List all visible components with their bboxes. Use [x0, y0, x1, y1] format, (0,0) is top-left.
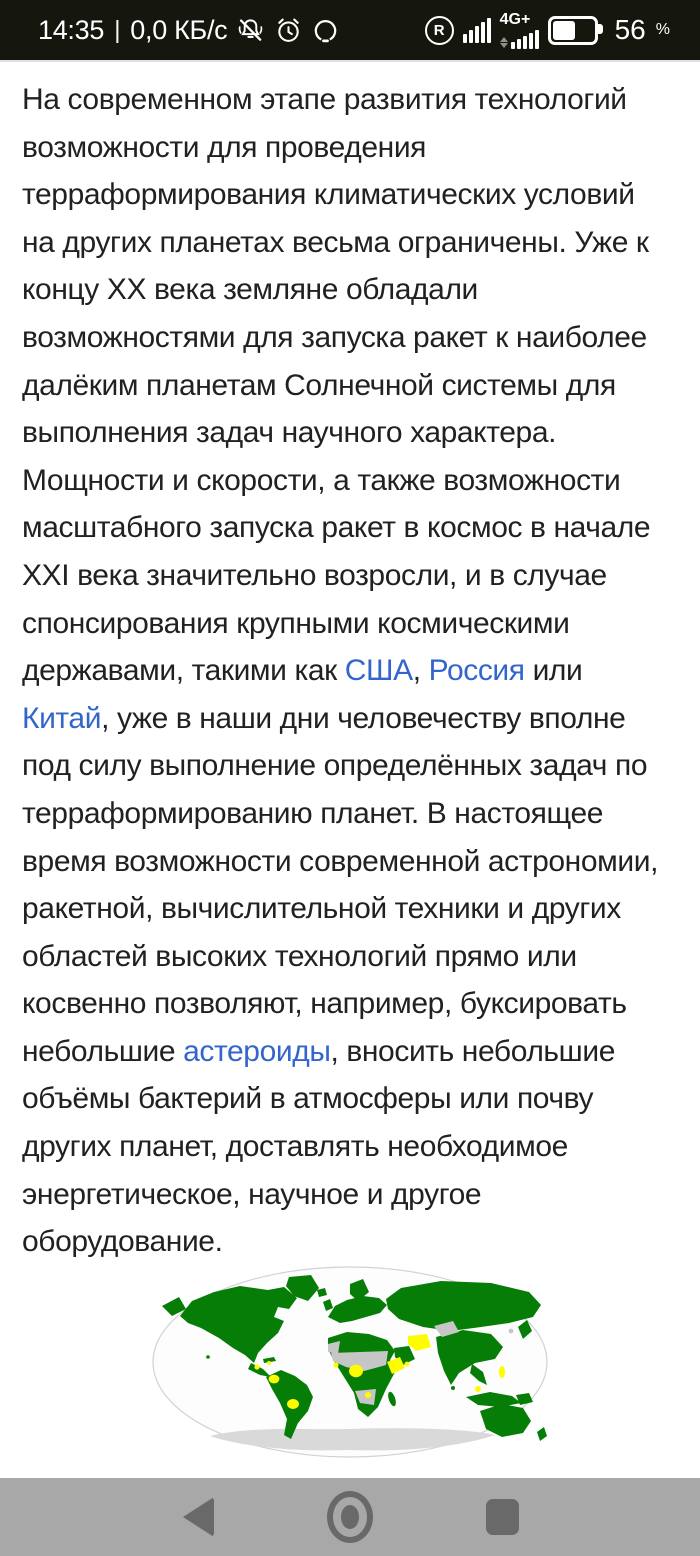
mute-icon: [236, 16, 265, 45]
text-segment: терраформирования климатических условий: [22, 178, 635, 212]
text-line: [22, 362, 676, 410]
text-segment: ,: [412, 654, 429, 688]
text-line: [22, 1123, 676, 1171]
text-line: [22, 980, 676, 1028]
android-nav-bar: [0, 1478, 700, 1556]
text-line: [22, 504, 676, 552]
text-line: [22, 1171, 676, 1219]
text-segment: масштабного запуска ракет в космос в начале: [22, 511, 651, 545]
text-segment: возможностями для запуска ракет к наиболее: [22, 320, 647, 354]
text-segment: Мощности и скорости, а также возможности: [22, 463, 621, 497]
signal-icon-sim2: [500, 12, 539, 49]
text-line: [22, 409, 676, 457]
alarm-icon: [274, 16, 303, 45]
text-line: [22, 742, 676, 790]
text-line: [22, 552, 676, 600]
wiki-link[interactable]: США: [344, 654, 413, 688]
text-segment: оборудование.: [22, 1225, 223, 1259]
battery-percent-sign: %: [655, 21, 670, 38]
text-line: [22, 1028, 676, 1076]
network-speed: 0,0 КБ/с: [130, 14, 228, 45]
text-line: [22, 219, 676, 267]
text-line: [22, 885, 676, 933]
text-line: [22, 457, 676, 505]
text-line: [22, 76, 676, 124]
text-segment: под силу выполнение определённых задач по: [22, 749, 648, 783]
text-segment: или: [524, 654, 583, 688]
text-line: [22, 600, 676, 648]
text-line: [22, 1218, 676, 1266]
wiki-link[interactable]: астероиды: [183, 1034, 331, 1068]
text-segment: возможности для проведения: [22, 130, 427, 164]
wiki-link[interactable]: Россия: [428, 654, 525, 688]
text-segment: других планет, доставлять необходимое: [22, 1130, 568, 1164]
battery-percent: 56: [614, 14, 646, 45]
text-line: [22, 695, 676, 743]
article-text: [0, 64, 700, 1266]
text-line: [22, 124, 676, 172]
text-segment: ракетной, вычислительной техники и других: [22, 892, 621, 926]
text-segment: энергетическое, научное и другое: [22, 1177, 482, 1211]
text-segment: объёмы бактерий в атмосферы или почву: [22, 1082, 594, 1116]
text-segment: областей высоких технологий прямо или: [22, 939, 577, 973]
text-segment: , вносить небольшие: [330, 1034, 615, 1068]
roaming-icon: R: [425, 16, 454, 45]
text-segment: на других планетах весьма ограничены. Уже к: [22, 225, 649, 259]
status-bar: [0, 0, 700, 62]
back-button[interactable]: [174, 1493, 222, 1541]
status-bar-left: [38, 15, 339, 46]
clock: 14:35: [38, 14, 105, 45]
text-segment: На современном этапе развития технологий: [22, 83, 627, 116]
text-line: [22, 838, 676, 886]
text-line: [22, 647, 676, 695]
text-segment: косвенно позволяют, например, буксировать: [22, 987, 627, 1021]
text-segment: XXI века значительно возросли, и в случае: [22, 558, 607, 592]
map-antarctica: [210, 1428, 495, 1450]
signal-icon-sim1: [463, 17, 491, 43]
text-segment: , уже в наши дни человечеству вполне: [101, 701, 626, 735]
wiki-link[interactable]: Китай: [22, 701, 102, 735]
recents-icon: [486, 1499, 519, 1535]
divider: |: [114, 15, 121, 44]
text-segment: время возможности современной астрономии,: [22, 844, 659, 878]
text-line: [22, 933, 676, 981]
text-line: [22, 314, 676, 362]
text-line: [22, 266, 676, 314]
text-line: [22, 171, 676, 219]
battery-icon: [548, 16, 598, 45]
text-segment: спонсирования крупными космическими: [22, 606, 570, 640]
text-segment: небольшие: [22, 1034, 184, 1068]
world-map-image[interactable]: [150, 1264, 550, 1460]
data-saver-icon: [312, 17, 339, 44]
status-bar-right: [425, 12, 670, 49]
data-arrows-icon: [500, 37, 508, 48]
home-button[interactable]: [326, 1493, 374, 1541]
text-segment: терраформированию планет. В настоящее: [22, 796, 604, 830]
text-line: [22, 1075, 676, 1123]
text-segment: концу XX века земляне обладали: [22, 273, 478, 307]
text-segment: державами, такими как: [22, 654, 345, 688]
home-icon: [327, 1491, 373, 1543]
recents-button[interactable]: [478, 1493, 526, 1541]
text-segment: далёким планетам Солнечной системы для: [22, 368, 616, 402]
back-icon: [183, 1497, 214, 1537]
network-type-label: 4G+: [499, 10, 531, 28]
text-segment: выполнения задач научного характера.: [22, 416, 557, 450]
text-line: [22, 790, 676, 838]
